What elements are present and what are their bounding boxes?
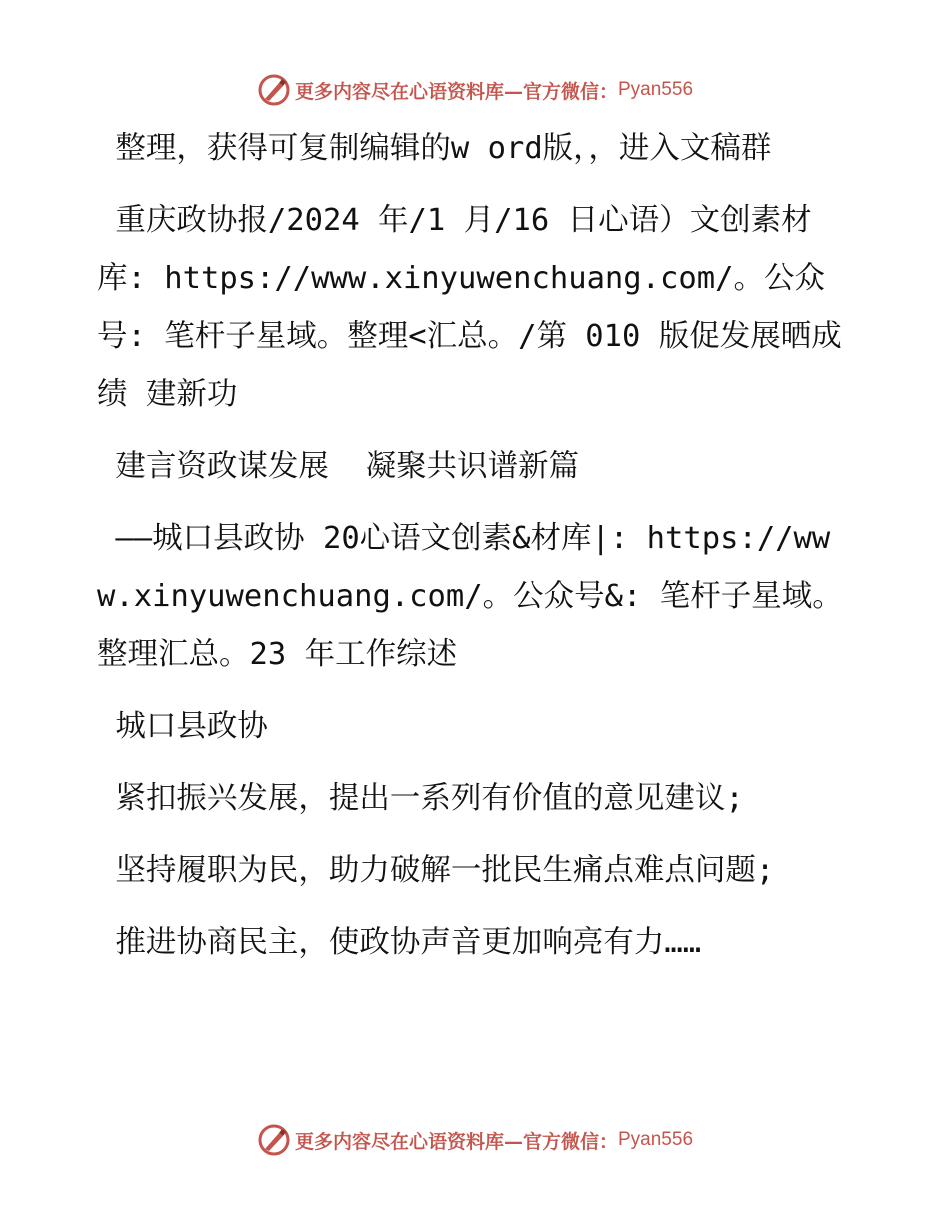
watermark-wechat-id: Pyan556 bbox=[618, 79, 694, 100]
paragraph-2: 重庆政协报/2024 年/1 月/16 日心语）文创素材库: https://www.xinyuwenchuang.com/。公众号: 笔杆子星域。整理<汇总。/第 010 版促发展晒成绩 建新功 bbox=[97, 203, 842, 412]
paragraph-8: 推进协商民主，使政协声音更加响亮有力…… bbox=[97, 925, 702, 960]
paragraph-3: 建言资政谋发展 凝聚共识谱新篇 bbox=[97, 449, 580, 484]
paragraph-5: 城口县政协 bbox=[97, 709, 268, 744]
watermark-text: 更多内容尽在心语资料库—官方微信： bbox=[294, 80, 618, 103]
paragraph-4: ——城口县政协 20心语文创素&材库|: https://www.xinyuwenchuang.com/。公众号&: 笔杆子星域。整理汇总。23 年工作综述 bbox=[97, 521, 843, 672]
document-body bbox=[97, 120, 857, 986]
pen-logo-icon bbox=[257, 73, 291, 107]
paragraph-7: 坚持履职为民，助力破解一批民生痛点难点问题; bbox=[97, 853, 775, 888]
watermark-wechat-id: Pyan556 bbox=[618, 1129, 694, 1150]
header-watermark-banner bbox=[0, 70, 950, 110]
watermark-text: 更多内容尽在心语资料库—官方微信： bbox=[294, 1130, 618, 1153]
footer-watermark-banner bbox=[0, 1120, 950, 1160]
paragraph-1: 整理，获得可复制编辑的w ord版，，进入文稿群 bbox=[97, 131, 772, 166]
pen-logo-icon bbox=[257, 1123, 291, 1157]
paragraph-6: 紧扣振兴发展，提出一系列有价值的意见建议; bbox=[97, 781, 744, 816]
